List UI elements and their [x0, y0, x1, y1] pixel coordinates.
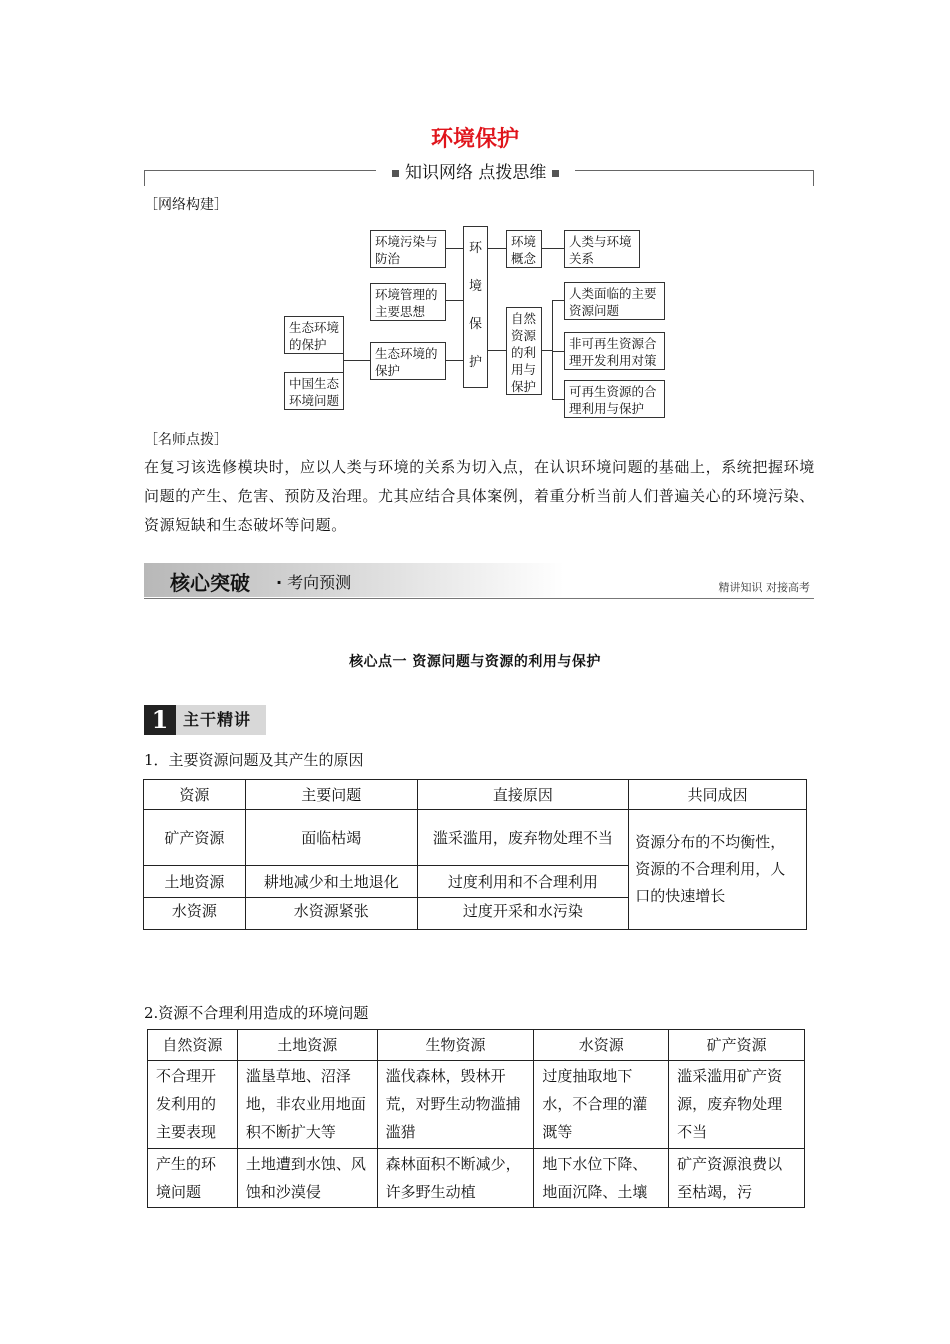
box-res3: 可再生资源的合理利用与保护	[564, 380, 665, 418]
core-point-title: 核心点一 资源问题与资源的利用与保护	[349, 654, 601, 670]
box-management: 环境管理的主要思想	[370, 283, 446, 321]
table-cell: 面临枯竭	[245, 810, 417, 866]
table-cell: 耕地减少和土地退化	[245, 866, 417, 898]
box-res1: 人类面临的主要资源问题	[564, 282, 665, 320]
table-header: 资源	[144, 780, 246, 810]
table-cell: 水资源	[144, 898, 246, 930]
q2-title: 2.资源不合理利用造成的环境问题	[144, 1004, 369, 1022]
table-cell: 矿产资源	[144, 810, 246, 866]
table-cell: 矿产资源浪费以至枯竭，污	[669, 1149, 805, 1208]
box-resource: 自然资源的利用与保护	[506, 307, 542, 395]
box-relation: 人类与环境关系	[564, 230, 640, 268]
table-cell: 土地资源	[144, 866, 246, 898]
band-label: 知识网络 点拨思维	[376, 158, 575, 183]
table-header: 自然资源	[148, 1030, 238, 1061]
table-header: 生物资源	[377, 1030, 534, 1061]
table-cell: 水资源紧张	[245, 898, 417, 930]
table-header: 水资源	[534, 1030, 669, 1061]
section-main: 核心突破	[170, 571, 250, 595]
tips-text: 在复习该选修模块时，应以人类与环境的关系为切入点，在认识环境问题的基础上，系统把握环境问题的产生、危害、预防及治理。尤其应结合具体案例，着重分析当前人们普遍关心的环境污染、资源短缺和生态破坏等问题。	[144, 458, 815, 534]
concept-map	[0, 0, 950, 430]
box-pollution: 环境污染与防治	[370, 230, 446, 268]
network-heading: ［网络构建］	[144, 197, 228, 213]
tips-heading: ［名师点拨］	[144, 432, 228, 448]
table-cell: 滥采滥用，废弃物处理不当	[417, 810, 629, 866]
box-china-eco: 中国生态环境问题	[284, 372, 344, 410]
box-concept: 环境概念	[506, 230, 542, 268]
table-cell: 过度抽取地下水，不合理的灌溉等	[534, 1061, 669, 1149]
table-cell: 滥伐森林，毁林开荒，对野生动物滥捕滥猎	[377, 1061, 534, 1149]
section-header	[144, 563, 814, 599]
badge-text: 主干精讲	[176, 705, 266, 735]
table-header: 矿产资源	[669, 1030, 805, 1061]
table-header: 直接原因	[417, 780, 629, 810]
table-cell: 产生的环境问题	[148, 1149, 238, 1208]
table-header: 共同成因	[629, 780, 807, 810]
table-header: 土地资源	[237, 1030, 377, 1061]
q1-title: 1．主要资源问题及其产生的原因	[144, 751, 364, 769]
box-eco-protection: 生态环境的保护	[284, 316, 344, 354]
section-sub: · 考向预测	[276, 573, 352, 592]
table-cell: 过度开采和水污染	[417, 898, 629, 930]
table-cell: 滥垦草地、沼泽地，非农业用地面积不断扩大等	[237, 1061, 377, 1149]
table-cell: 森林面积不断减少，许多野生动植	[377, 1149, 534, 1208]
table-environment-problems	[147, 1029, 805, 1208]
table-cell: 地下水位下降、地面沉降、土壤	[534, 1149, 669, 1208]
table-cell: 过度利用和不合理利用	[417, 866, 629, 898]
table-cell: 不合理开发利用的主要表现	[148, 1061, 238, 1149]
section-right: 精讲知识 对接高考	[718, 581, 810, 594]
badge-number: 1	[144, 705, 176, 735]
table-resource-problems	[143, 779, 807, 930]
table-cell: 土地遭到水蚀、风蚀和沙漠侵	[237, 1149, 377, 1208]
table-cell-common: 资源分布的不均衡性，资源的不合理利用，人口的快速增长	[629, 810, 807, 930]
badge	[144, 705, 266, 735]
box-res2: 非可再生资源合理开发利用对策	[564, 332, 665, 370]
table-header: 主要问题	[245, 780, 417, 810]
box-eco-sub: 生态环境的保护	[370, 342, 446, 380]
box-center: 环 境 保 护	[463, 226, 488, 388]
page-title: 环境保护	[430, 127, 519, 152]
table-cell: 滥采滥用矿产资源，废弃物处理不当	[669, 1061, 805, 1149]
